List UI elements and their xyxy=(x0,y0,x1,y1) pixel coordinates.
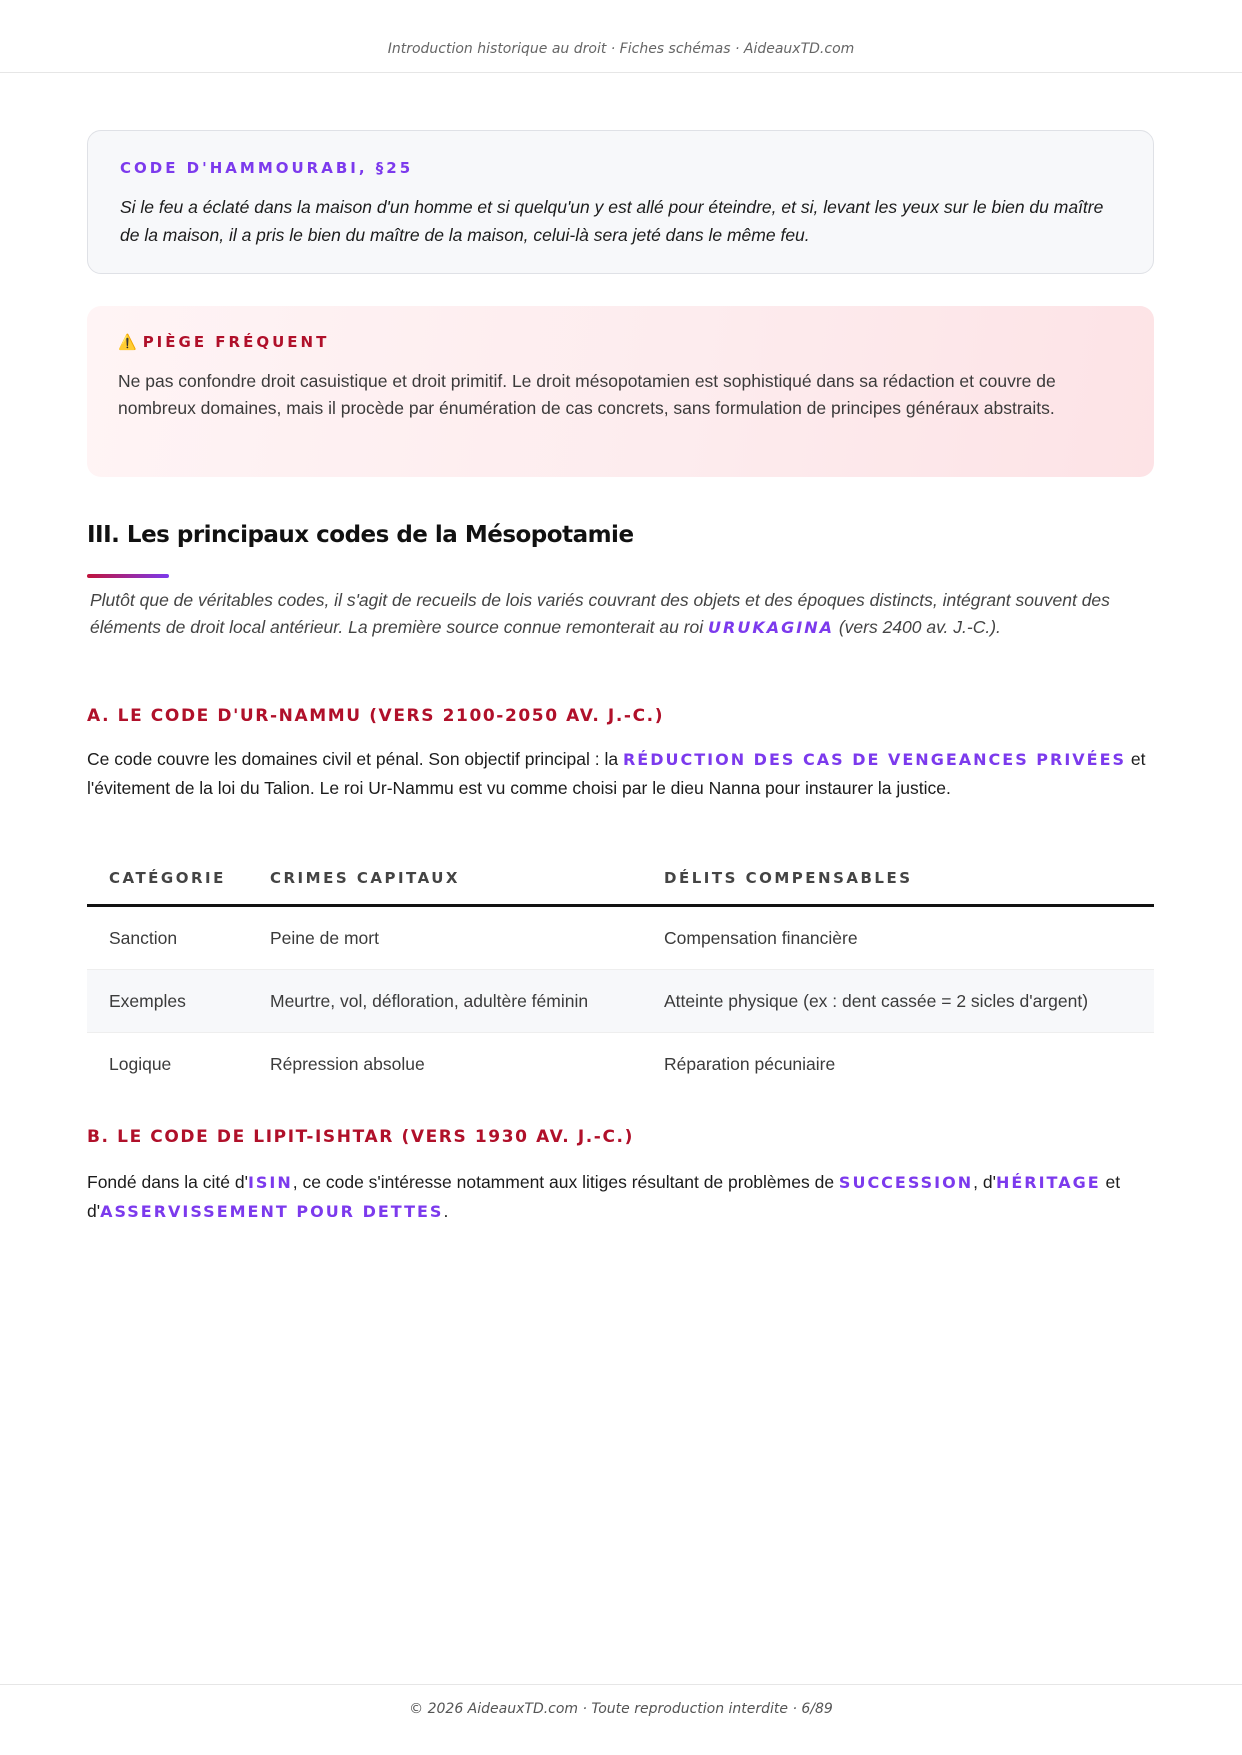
warning-box xyxy=(87,306,1154,477)
table-cell: Sanction xyxy=(87,906,248,970)
table-cell: Peine de mort xyxy=(248,906,642,970)
para-b-text: Fondé dans la cité d' xyxy=(87,1172,248,1192)
table-cell: Logique xyxy=(109,1053,172,1074)
subsection-a-paragraph xyxy=(87,745,1154,802)
warning-icon: ⚠️ xyxy=(118,333,137,351)
para-a-text: Ce code couvre les domaines civil et pénal. Son objectif principal : la xyxy=(87,749,623,769)
para-b-text: , ce code s'intéresse notamment aux litiges résultant de problèmes de xyxy=(292,1172,839,1192)
para-b-text: , d' xyxy=(973,1172,996,1192)
table-cell: Exemples xyxy=(87,970,248,1033)
section-title-underline xyxy=(87,574,169,578)
intro-text-end: (vers 2400 av. J.-C.). xyxy=(833,617,1001,637)
table-header-cell: CATÉGORIE xyxy=(87,852,248,906)
para-b-text: . xyxy=(443,1201,449,1221)
warning-title: PIÈGE FRÉQUENT xyxy=(142,333,330,351)
para-a-text-end: et l'évitement de la loi du Talion. Le roi Ur-Nammu est vu comme choisi par le dieu Nanna pour instaurer la justice. xyxy=(87,749,1146,798)
table-cell: Compensation financière xyxy=(642,906,1154,970)
table-header-cell: DÉLITS COMPENSABLES xyxy=(642,852,1154,906)
table-row xyxy=(87,1033,1154,1096)
para-b-highlight-succession: SUCCESSION xyxy=(838,1173,974,1192)
intro-highlight: URUKAGINA xyxy=(708,618,834,637)
para-b-highlight-heritage: HÉRITAGE xyxy=(995,1173,1101,1192)
warning-text: Ne pas confondre droit casuistique et droit primitif. Le droit mésopotamien est sophistiqué dans sa rédaction et couvre de nombreux domaines, mais il procède par énumération de cas concrets, sans formulation de principes généraux abstraits. xyxy=(118,371,1056,418)
subsection-title-b: B. LE CODE DE LIPIT-ISHTAR (VERS 1930 AV. J.-C.) xyxy=(87,1127,634,1147)
quote-text: Si le feu a éclaté dans la maison d'un homme et si quelqu'un y est allé pour éteindre, et si, levant les yeux sur le bien du maître de la maison, il a pris le bien du maître de la maison, celui-là sera jeté dans le même feu. xyxy=(120,197,1104,245)
table-header-cell: CRIMES CAPITAUX xyxy=(248,852,642,906)
table-row xyxy=(87,906,1154,970)
intro-text: Plutôt que de véritables codes, il s'agit de recueils de lois variés couvrant des objets et des époques distincts, intégrant souvent des éléments de droit local antérieur. La première source connue remonterait au roi xyxy=(90,590,1110,637)
subsection-b-paragraph xyxy=(87,1168,1154,1226)
para-b-text: et d' xyxy=(87,1172,1121,1221)
para-b-highlight-asservissement: ASSERVISSEMENT POUR DETTES xyxy=(100,1202,444,1221)
quote-title: CODE D'HAMMOURABI, §25 xyxy=(120,159,414,177)
table-cell: Réparation pécuniaire xyxy=(664,1053,836,1074)
para-b-highlight-isin: ISIN xyxy=(247,1173,293,1192)
page-header xyxy=(0,0,1242,73)
table-cell: Meurtre, vol, défloration, adultère féminin xyxy=(248,970,642,1033)
table-cell: Répression absolue xyxy=(270,1053,425,1074)
table-row xyxy=(87,970,1154,1033)
section-title: III. Les principaux codes de la Mésopotamie xyxy=(87,522,634,548)
para-a-highlight: RÉDUCTION DES CAS DE VENGEANCES PRIVÉES xyxy=(622,750,1127,769)
codes-table xyxy=(87,852,1154,1095)
page-footer xyxy=(0,1684,1242,1755)
warning-title-row xyxy=(118,333,329,351)
table-cell: Atteinte physique (ex : dent cassée = 2 sicles d'argent) xyxy=(642,970,1154,1033)
subsection-title-a: A. LE CODE D'UR-NAMMU (VERS 2100-2050 AV. J.-C.) xyxy=(87,706,665,726)
header-text: Introduction historique au droit · Fiches schémas · AideauxTD.com xyxy=(387,41,855,57)
footer-text: © 2026 AideauxTD.com · Toute reproduction interdite · 6/89 xyxy=(409,1701,833,1717)
section-intro xyxy=(90,587,1150,641)
table-header-row xyxy=(87,852,1154,906)
quote-box xyxy=(87,130,1154,274)
